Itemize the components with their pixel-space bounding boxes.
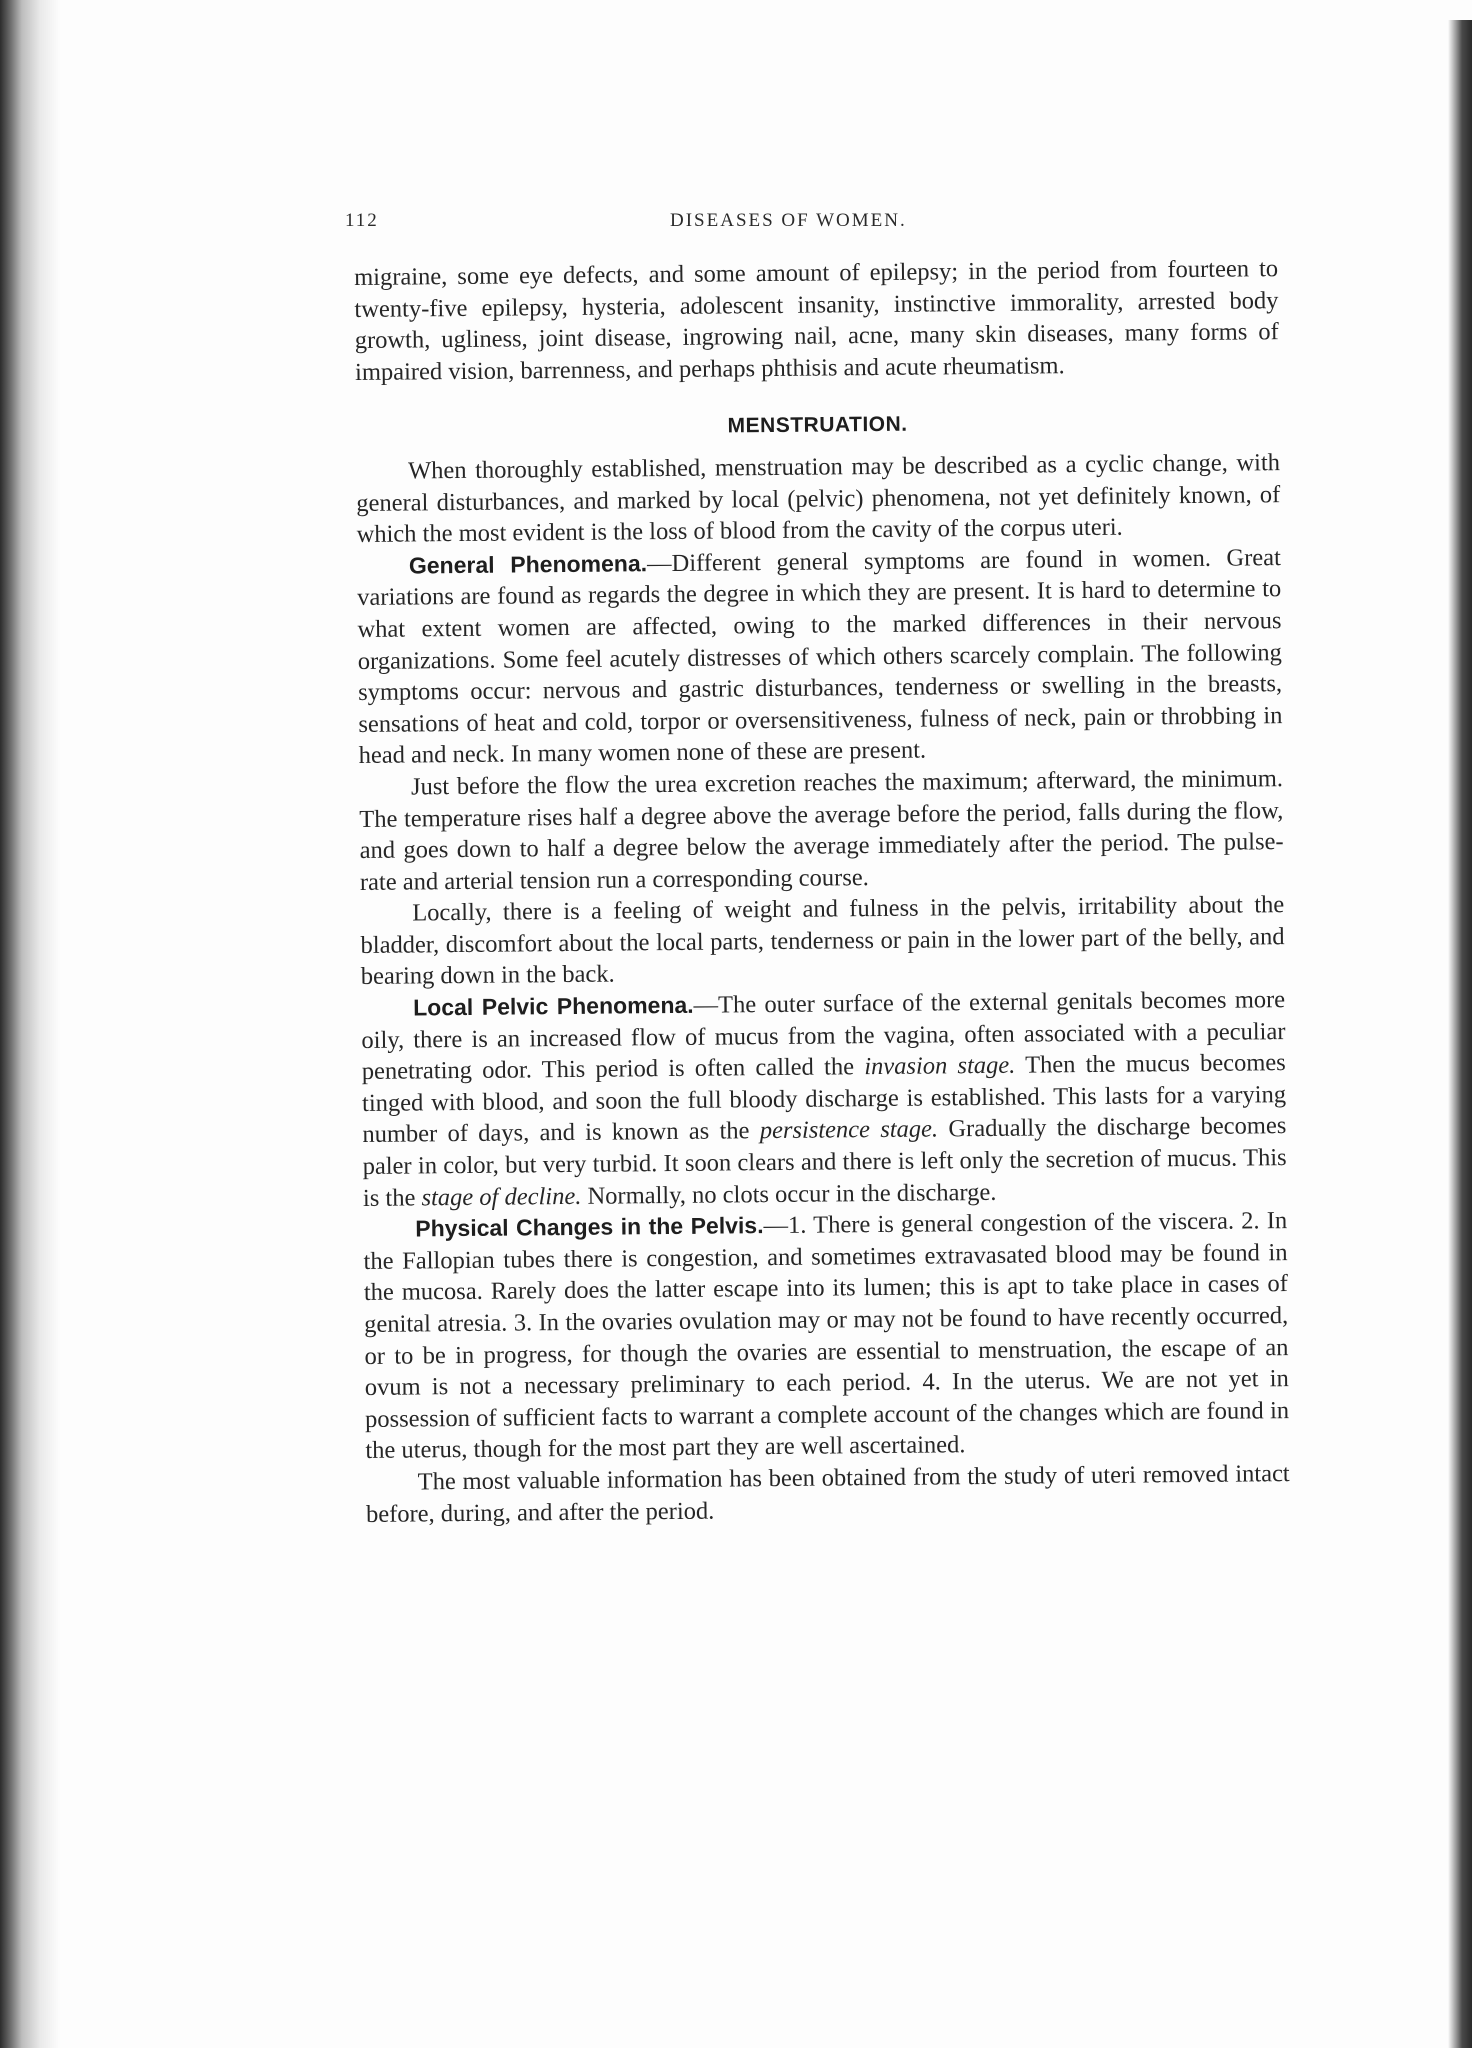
section-heading: MENSTRUATION. bbox=[727, 413, 908, 438]
italic-term: persistence stage. bbox=[759, 1115, 939, 1145]
paragraph-general-phenomena bbox=[357, 542, 1283, 772]
run-in-heading: Local Pelvic Phenomena. bbox=[413, 991, 694, 1021]
paragraph-continuation: migraine, some eye defects, and some amount of epilepsy; in the period from fourteen to twenty-five epilepsy, hysteria, adolescent insanity, instinctive immorality, arrested body growth, ugliness, joint disease, ingrowing nail, acne, many skin diseases, many forms of impaired vision, barrenness, and perhaps phthisis and acute rheumatism. bbox=[354, 255, 1279, 386]
page-number: 112 bbox=[345, 210, 379, 231]
page-body bbox=[354, 253, 1290, 1530]
paragraph-text: —The outer surface of the external genitals becomes more oily, there is an increased flow of mucus from the vagina, often associated with a peculiar penetrating odor. This period is often called the bbox=[361, 986, 1286, 1086]
paragraph-text: —1. There is general congestion of the viscera. 2. In the Fallopian tubes there is congestion, and sometimes extravasated blood may be found in the mucosa. Rarely does the latter escape into its lumen; this is apt to take place in cases of genital atresia. 3. In the ovaries ovulation may or may not be found to have recently occurred, or to be in progress, for though the ovaries are essential to menstruation, the escape of an ovum is not a necessary preliminary to each period. 4. In the uterus. We are not yet in possession of sufficient facts to warrant a complete account of the changes which are found in the uterus, though for the most part they are well ascertained. bbox=[363, 1207, 1290, 1465]
paragraph-menstruation-intro: When thoroughly established, menstruation may be described as a cyclic change, with general disturbances, and marked by local (pelvic) phenomena, not yet definitely known, of which the most evident is the loss of blood from the cavity of the corpus uteri. bbox=[356, 449, 1281, 549]
paragraph-local-pelvic-phenomena bbox=[361, 984, 1287, 1214]
paragraph-text: —Different general symptoms are found in women. Great variations are found as regards the degree in which they are present. It is hard to determine to what extent women are affected, owing to the marked differences in their nervous organizations. Some feel acutely distresses of which others scarcely complain. The following symptoms occur: nervous and gastric disturbances, tenderness or swelling in the breasts, sensations of heat and cold, torpor or oversensitiveness, fulness of neck, pain or throbbing in head and neck. In many women none of these are present. bbox=[357, 543, 1283, 770]
book-binding-shadow-left bbox=[0, 0, 60, 2048]
paragraph-text: Normally, no clots occur in the discharge. bbox=[581, 1178, 997, 1210]
paragraph-local-feelings: Locally, there is a feeling of weight and fulness in the pelvis, irritability about the bladder, discomfort about the local parts, tenderness or pain in the lower part of the belly, and bearing down in the back. bbox=[360, 891, 1285, 991]
paragraph-physical-changes bbox=[363, 1205, 1289, 1467]
italic-term: stage of decline. bbox=[421, 1182, 582, 1212]
running-header bbox=[345, 210, 1275, 240]
paragraph-text: Gradually the discharge becomes paler in color, but very turbid. It soon clears and there is left only the secretion of mucus. This is the bbox=[362, 1112, 1287, 1212]
run-in-heading: General Phenomena. bbox=[408, 549, 648, 579]
run-in-heading: Physical Changes in the Pelvis. bbox=[415, 1212, 764, 1242]
paragraph-text: Then the mucus becomes tinged with blood, and soon the full bloody discharge is established. This lasts for a varying number of days, and is known as the bbox=[361, 1049, 1287, 1149]
book-edge-shadow-right bbox=[1448, 20, 1472, 2048]
paragraph-urea-temperature: Just before the flow the urea excretion reaches the maximum; afterward, the minimum. The temperature rises half a degree above the average before the period, falls during the flow, and goes down to half a degree below the average immediately after the period. The pulse-rate and arterial tension run a corresponding course. bbox=[359, 765, 1284, 896]
running-title: DISEASES OF WOMEN. bbox=[670, 210, 907, 231]
italic-term: invasion stage. bbox=[864, 1051, 1016, 1081]
paragraph-valuable-information: The most valuable information has been obtained from the study of uteri removed intact before, during, and after the period. bbox=[365, 1460, 1290, 1528]
